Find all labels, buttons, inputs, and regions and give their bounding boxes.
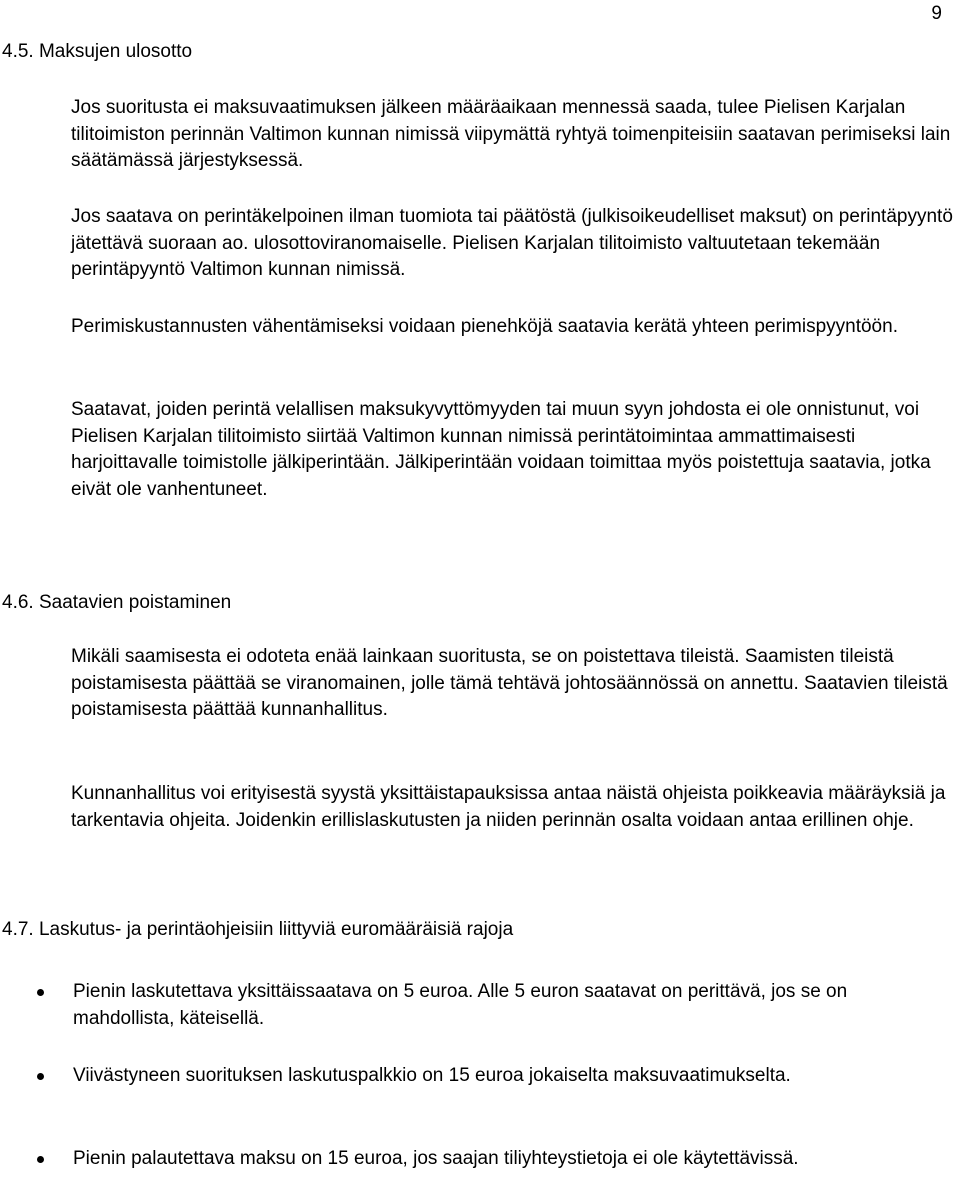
list-item-text: Viivästyneen suorituksen laskutuspalkkio on 15 euroa jokaiselta maksuvaatimukselta. <box>73 1065 791 1086</box>
page-number: 9 <box>931 3 942 24</box>
section-heading-4-7: 4.7. Laskutus- ja perintäohjeisiin liittyviä euromääräisiä rajoja <box>2 919 514 940</box>
list-item-text: Pienin laskutettava yksittäissaatava on 5 euroa. Alle 5 euron saatavat on perittävä, jos se on mahdollista, käteisellä. <box>73 981 848 1029</box>
section-heading-4-6: 4.6. Saatavien poistaminen <box>2 592 232 613</box>
bullet-icon <box>37 1073 44 1080</box>
paragraph-4-5-2: Jos saatava on perintäkelpoinen ilman tuomiota tai päätöstä (julkisoikeudelliset maksut) on perintäpyyntö jätettävä suoraan ao. ulosottoviranomaiselle. Pielisen Karjalan tilitoimisto valtuutetaan tekemään perintäpyyntö Valtimon kunnan nimissä. <box>71 206 953 280</box>
paragraph-4-5-3: Perimiskustannusten vähentämiseksi voidaan pienehköjä saatavia kerätä yhteen perimispyyntöön. <box>71 316 898 337</box>
bullet-icon <box>37 989 44 996</box>
list-item-text: Pienin palautettava maksu on 15 euroa, jos saajan tiliyhteystietoja ei ole käytettävissä. <box>73 1148 799 1169</box>
paragraph-4-6-2: Kunnanhallitus voi erityisestä syystä yksittäistapauksissa antaa näistä ohjeista poikkeavia määräyksiä ja tarkentavia ohjeita. Joidenkin erillislaskutusten ja niiden perinnän osalta voidaan antaa erillinen ohje. <box>71 783 946 831</box>
paragraph-4-5-4: Saatavat, joiden perintä velallisen maksukyvyttömyyden tai muun syyn johdosta ei ole onnistunut, voi Pielisen Karjalan tilitoimisto siirtää Valtimon kunnan nimissä perintätoimintaa ammattimaisesti harjoittavalle toimistolle jälkiperintään. Jälkiperintään voidaan toimittaa myös poistettuja saatavia, jotka eivät ole vanhentuneet. <box>71 399 931 500</box>
paragraph-4-6-1: Mikäli saamisesta ei odoteta enää lainkaan suoritusta, se on poistettava tileistä. Saamisten tileistä poistamisesta päättää se viranomainen, jolle tämä tehtävä johtosäännössä on annettu. Saatavien tileistä poistamisesta päättää kunnanhallitus. <box>71 646 948 720</box>
section-heading-4-5: 4.5. Maksujen ulosotto <box>2 41 193 62</box>
paragraph-4-5-1: Jos suoritusta ei maksuvaatimuksen jälkeen määräaikaan mennessä saada, tulee Pielisen Karjalan tilitoimiston perinnän Valtimon kunnan nimissä viipymättä ryhtyä toimenpiteisiin saatavan perimiseksi lain säätämässä järjestyksessä. <box>71 97 951 171</box>
bullet-icon <box>37 1156 44 1163</box>
